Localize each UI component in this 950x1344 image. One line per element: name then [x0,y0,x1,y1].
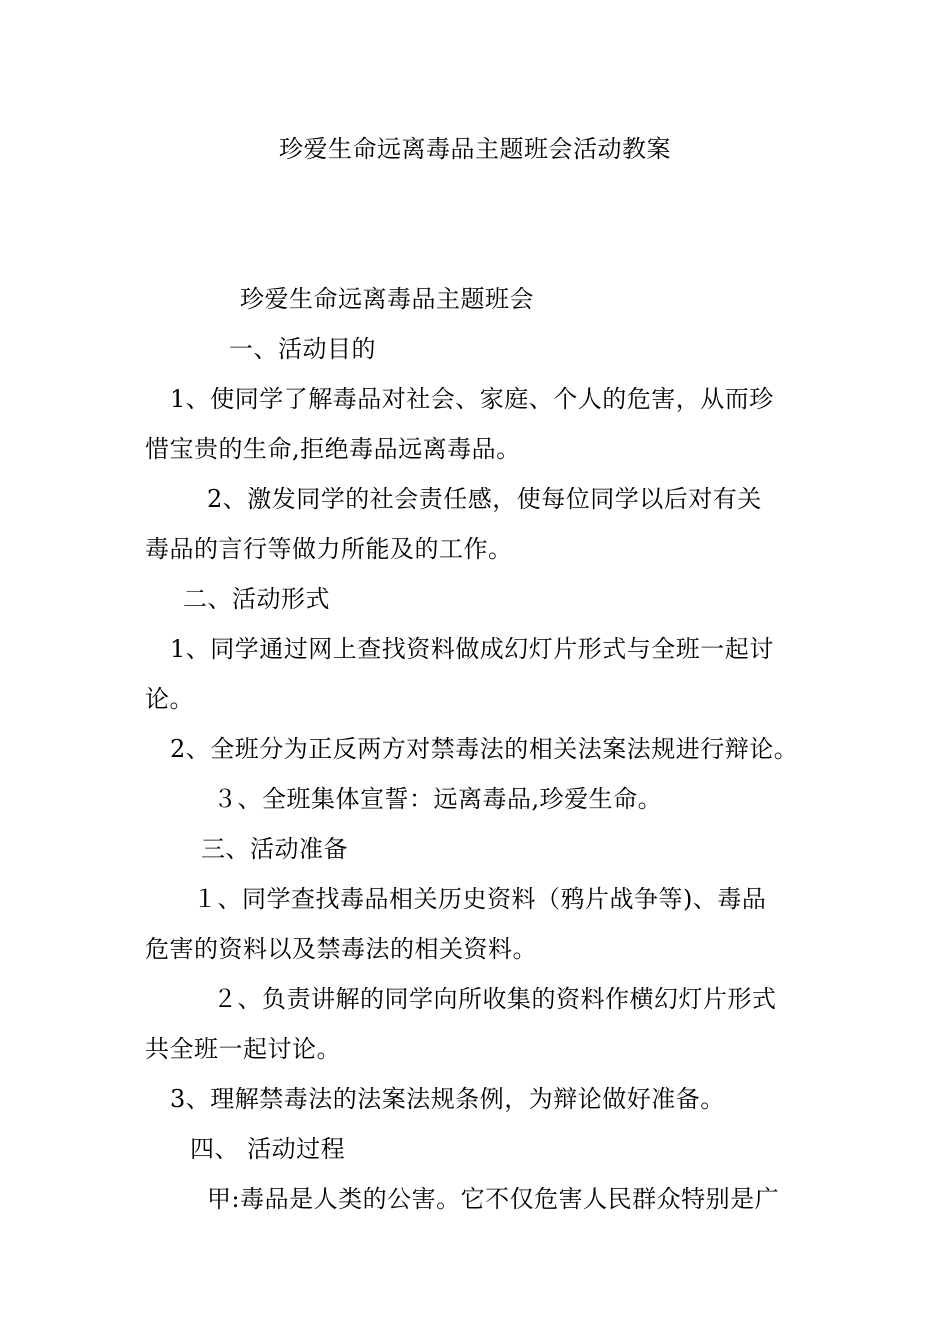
paragraph-line: 甲:毒品是人类的公害。它不仅危害人民群众特别是广 [207,1185,780,1213]
paragraph-line: 2、全班分为正反两方对禁毒法的相关法案法规进行辩论。 [170,735,799,763]
paragraph-line: ３、全班集体宣誓：远离毒品,珍爱生命。 [213,785,663,813]
paragraph-line: １、同学查找毒品相关历史资料（鸦片战争等)、毒品 [193,885,767,913]
paragraph-line: 1、同学通过网上查找资料做成幻灯片形式与全班一起讨 [170,635,774,663]
paragraph-line: 1、使同学了解毒品对社会、家庭、个人的危害，从而珍 [170,385,774,413]
document-title: 珍爱生命远离毒品主题班会活动教案 [279,135,671,163]
section-heading-purpose: 一、活动目的 [229,335,376,363]
paragraph-line: 2、激发同学的社会责任感，使每位同学以后对有关 [207,485,762,513]
paragraph-line: 危害的资料以及禁毒法的相关资料。 [145,935,537,963]
section-heading-form: 二、活动形式 [183,585,330,613]
paragraph-line: 共全班一起讨论。 [145,1035,341,1063]
paragraph-line: 毒品的言行等做力所能及的工作。 [145,535,513,563]
document-subtitle: 珍爱生命远离毒品主题班会 [240,285,534,313]
paragraph-line: ２、负责讲解的同学向所收集的资料作横幻灯片形式 [213,985,777,1013]
paragraph-line: 3、理解禁毒法的法案法规条例，为辩论做好准备。 [170,1085,725,1113]
paragraph-line: 惜宝贵的生命,拒绝毒品远离毒品。 [145,435,521,463]
section-heading-process: 四、 活动过程 [190,1135,346,1163]
section-heading-preparation: 三、活动准备 [201,835,348,863]
paragraph-line: 论。 [145,685,194,713]
